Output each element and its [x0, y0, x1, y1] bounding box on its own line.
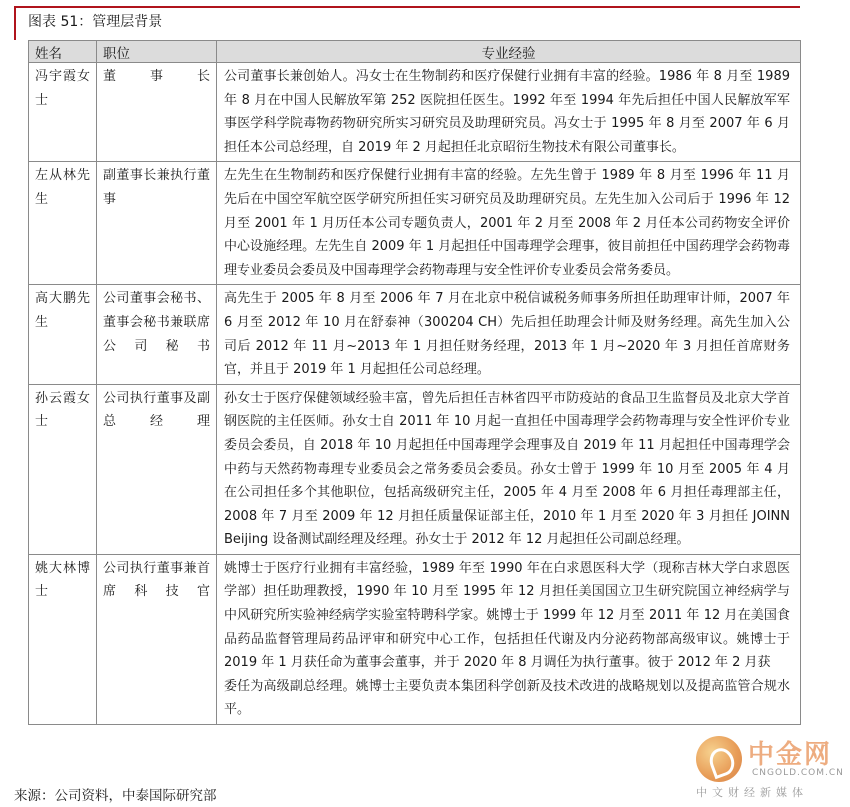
cell-name: 姚大林博士 [29, 554, 97, 724]
table-row [29, 63, 801, 162]
management-table [28, 40, 801, 725]
figure-header [14, 6, 800, 40]
cell-position: 公司董事会秘书、董事会秘书兼联席公司秘书 [97, 285, 217, 384]
table-row [29, 384, 801, 554]
header-position: 职位 [97, 41, 217, 63]
experience-paragraph: 委任为高级副总经理。姚博士主要负责本集团科学创新及技术改进的战略规划以及提高监管合规水平。 [224, 678, 790, 718]
watermark-logo-icon [696, 736, 742, 782]
table-row [29, 554, 801, 724]
table-header-row [29, 41, 801, 63]
cell-name: 孙云霞女士 [29, 384, 97, 554]
cell-name: 高大鹏先生 [29, 285, 97, 384]
table-row [29, 162, 801, 285]
figure-title: 图表 51：管理层背景 [28, 14, 163, 30]
watermark-url: CNGOLD.COM.CN [752, 768, 844, 778]
cell-name: 左从林先生 [29, 162, 97, 285]
cell-experience [217, 554, 801, 724]
cell-experience: 孙女士于医疗保健领域经验丰富，曾先后担任吉林省四平市防疫站的食品卫生监督员及北京大学首钢医院的主任医师。孙女士自 2011 年 10 月起一直担任中国毒理学会药物毒理与安全性评价专业委员会委员，自 2018 年 10 月起担任中国毒理学会理事及自 2019 年 11 月起担任中国毒理学会中药与天然药物毒理专业委员会之常务委员会委员。孙女士曾于 1999 年 10 月至 2005 年 4 月在公司担任多个其他职位，包括高级研究主任，2005 年 4 月至 2008 年 6 月担任毒理部主任，2008 年 7 月至 2009 年 12 月担任质量保证部主任，2010 年 1 月至 2020 年 3 月担任 JOINN Beijing 设备测试副经理及经理。孙女士于 2012 年 12 月起担任公司副总经理。 [217, 384, 801, 554]
watermark-tagline: 中文财经新媒体 [696, 786, 808, 799]
cell-position: 公司执行董事及副总经理 [97, 384, 217, 554]
header-experience: 专业经验 [217, 41, 801, 63]
experience-paragraph: 姚博士于医疗行业拥有丰富经验，1989 年至 1990 年在白求恩医科大学（现称吉林大学白求恩医学部）担任助理教授，1990 年 10 月至 1995 年 12 月担任美国国立卫生研究院国立神经病学与中风研究所实验神经病学实验室特聘科学家。姚博士于 1999 年 12 月至 2011 年 12 月在美国食品药品监督管理局药品评审和研究中心工作，包括担任代谢及内分泌药物部高级审议。姚博士于 2019 年 1 月获任命为董事会董事，并于 2020 年 8 月调任为执行董事。彼于 2012 年 2 月获 [224, 560, 790, 671]
header-name: 姓名 [29, 41, 97, 63]
cell-experience: 公司董事长兼创始人。冯女士在生物制药和医疗保健行业拥有丰富的经验。1986 年 8 月至 1989 年 8 月在中国人民解放军第 252 医院担任医生。1992 年至 1994 年先后担任中国人民解放军军事医学科学院毒物药物研究所实习研究员及助理研究员。冯女士于 1995 年 8 月至 2007 年 6 月担任本公司总经理，自 2019 年 2 月起担任北京昭衍生物技术有限公司董事长。 [217, 63, 801, 162]
cell-experience: 左先生在生物制药和医疗保健行业拥有丰富的经验。左先生曾于 1989 年 8 月至 1996 年 11 月先后在中国空军航空医学研究所担任实习研究员及助理研究员。左先生加入公司后于 1996 年 12 月至 2001 年 1 月历任本公司专题负责人，2001 年 2 月至 2008 年 2 月任本公司药物安全评价中心设施经理。左先生自 2009 年 1 月起担任中国毒理学会理事，彼目前担任中国药理学会药物毒理专业委员会委员及中国毒理学会药物毒理与安全性评价专业委员会常务委员。 [217, 162, 801, 285]
cell-position: 副董事长兼执行董事 [97, 162, 217, 285]
watermark-name: 中金网 [748, 740, 833, 770]
cell-position: 董事长 [97, 63, 217, 162]
cell-position: 公司执行董事兼首席科技官 [97, 554, 217, 724]
cell-experience: 高先生于 2005 年 8 月至 2006 年 7 月在北京中税信诚税务师事务所担任助理审计师，2007 年 6 月至 2012 年 10 月在舒泰神（300204 CH）先后担任助理会计师及财务经理。高先生加入公司后 2012 年 11 月~2013 年 1 月担任财务经理，2013 年 1 月~2020 年 3 月担任首席财务官，并且于 2019 年 1 月起担任公司总经理。 [217, 285, 801, 384]
source-note: 来源：公司资料，中泰国际研究部 [14, 788, 217, 804]
cell-name: 冯宇霞女士 [29, 63, 97, 162]
watermark [690, 730, 844, 800]
table-row [29, 285, 801, 384]
